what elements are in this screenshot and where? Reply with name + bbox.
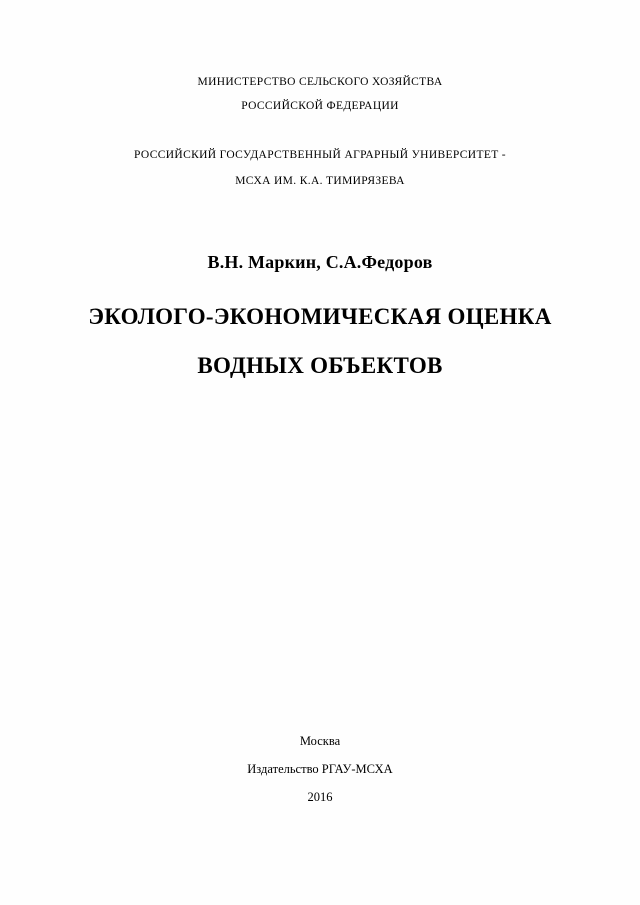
imprint-year: 2016 [307,790,333,804]
ministry-line-2: РОССИЙСКОЙ ФЕДЕРАЦИИ [241,100,399,112]
title-line-1: ЭКОЛОГО-ЭКОНОМИЧЕСКАЯ ОЦЕНКА [88,304,552,329]
imprint-city: Москва [299,734,341,748]
authors: В.Н. Маркин, С.А.Федоров [207,252,433,272]
university-line-1: РОССИЙСКИЙ ГОСУДАРСТВЕННЫЙ АГРАРНЫЙ УНИВЕРСИТЕТ - [134,149,506,161]
imprint [0,727,640,811]
ministry-heading [0,70,640,118]
title-line-2: ВОДНЫХ ОБЪЕКТОВ [197,353,443,378]
university-line-2: МСХА ИМ. К.А. ТИМИРЯЗЕВА [235,175,405,187]
page-title [0,292,640,390]
imprint-publisher: Издательство РГАУ-МСХА [247,762,393,776]
university-heading [0,142,640,194]
ministry-line-1: МИНИСТЕРСТВО СЕЛЬСКОГО ХОЗЯЙСТВА [197,76,443,88]
